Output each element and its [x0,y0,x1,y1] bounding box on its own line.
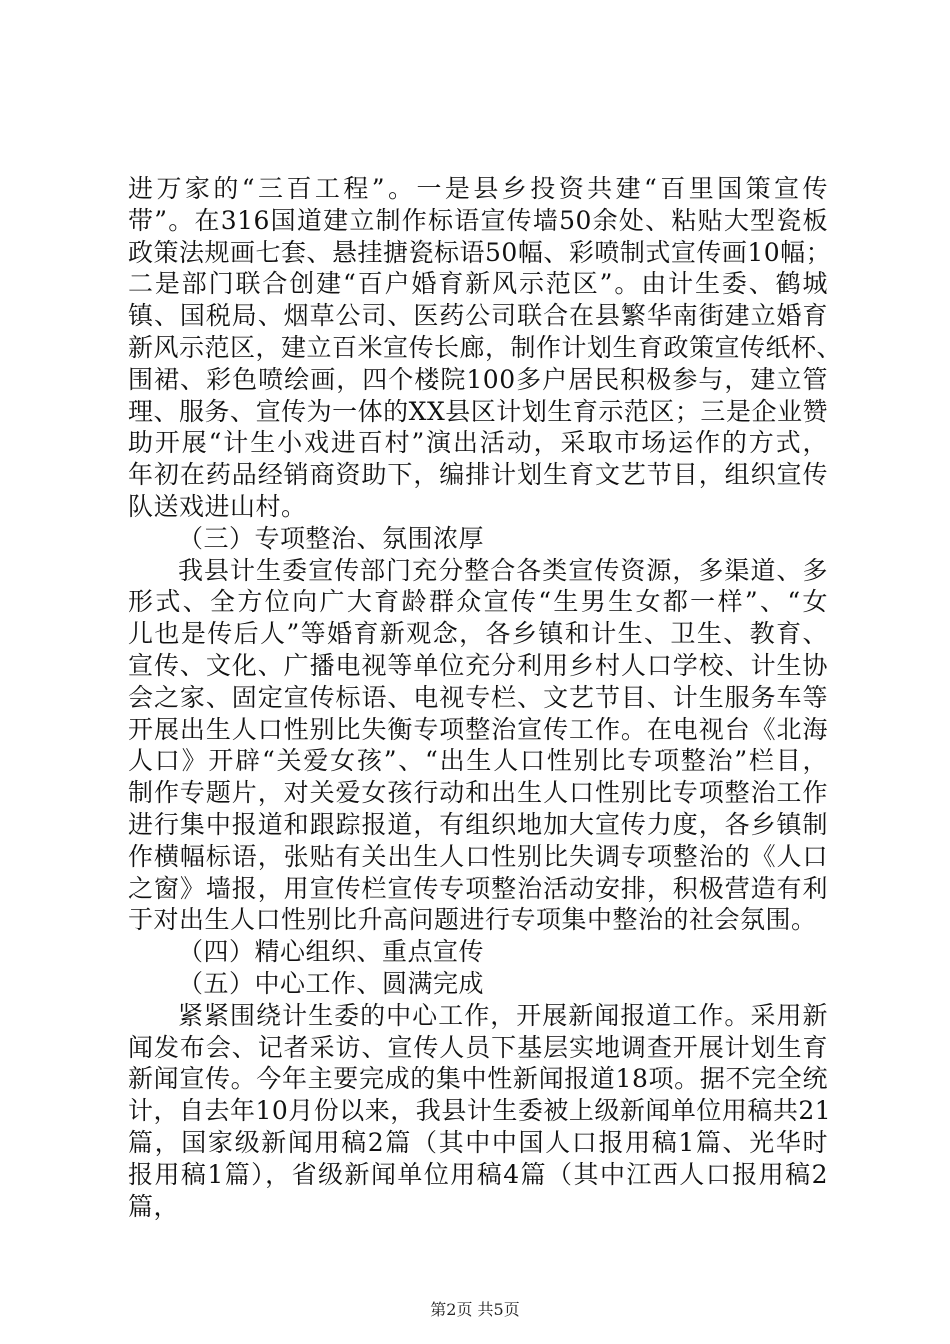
page-number-footer: 第2页 共5页 [430,1300,520,1319]
text-line: 围裙、彩色喷绘画，四个楼院100多户居民积极参与，建立管 [128,364,828,394]
text-line: 制作专题片，对关爱女孩行动和出生人口性别比专项整治工作 [128,778,828,808]
text-line: 儿也是传后人”等婚育新观念，各乡镇和计生、卫生、教育、 [128,619,828,649]
text-line: 计，自去年10月份以来，我县计生委被上级新闻单位用稿共21 [128,1096,832,1126]
text-line: 作横幅标语，张贴有关出生人口性别比失调专项整治的《人口 [128,841,828,871]
text-line: 宣传、文化、广播电视等单位充分利用乡村人口学校、计生协 [128,650,828,680]
text-line: 带”。在316国道建立制作标语宣传墙50余处、粘贴大型瓷板 [128,205,828,235]
text-line: 队送戏进山村。 [128,491,307,521]
text-line: 进万家的“三百工程”。一是县乡投资共建“百里国策宣传 [128,174,828,203]
text-line: 年初在药品经销商资助下，编排计划生育文艺节目，组织宣传 [128,460,828,490]
text-line: 形式、全方位向广大育龄群众宣传“生男生女都一样”、“女 [128,587,828,617]
text-line: 开展出生人口性别比失衡专项整治宣传工作。在电视台《北海 [128,714,828,744]
text-line: 紧紧围绕计生委的中心工作，开展新闻报道工作。采用新 [178,1000,828,1030]
text-line: 镇、国税局、烟草公司、医药公司联合在县繁华南街建立婚育 [128,301,828,331]
text-line: 篇，国家级新闻用稿2篇（其中中国人口报用稿1篇、光华时 [128,1127,828,1157]
text-line: 闻发布会、记者采访、宣传人员下基层实地调查开展计划生育 [128,1032,828,1062]
text-line: 人口》开辟“关爱女孩”、“出生人口性别比专项整治”栏目， [128,746,828,776]
text-line: 会之家、固定宣传标语、电视专栏、文艺节目、计生服务车等 [128,682,828,712]
text-line: 政策法规画七套、悬挂搪瓷标语50幅、彩喷制式宣传画10幅； [128,237,832,267]
text-line: 报用稿1篇），省级新闻单位用稿4篇（其中江西人口报用稿2 [128,1159,828,1189]
text-line: 篇， [128,1191,180,1221]
section-heading: （五）中心工作、圆满完成 [178,968,485,998]
document-body [128,173,843,1222]
text-line: 于对出生人口性别比升高问题进行专项集中整治的社会氛围。 [128,905,817,935]
text-line: 理、服务、宣传为一体的XX县区计划生育示范区；三是企业赞 [128,396,828,426]
text-line: 我县计生委宣传部门充分整合各类宣传资源，多渠道、多 [178,555,828,585]
section-heading: （三）专项整治、氛围浓厚 [178,523,485,553]
text-line: 助开展“计生小戏进百村”演出活动，采取市场运作的方式， [128,428,828,458]
text-line: 新风示范区，建立百米宣传长廊，制作计划生育政策宣传纸杯、 [128,332,843,362]
text-line: 之窗》墙报，用宣传栏宣传专项整治活动安排，积极营造有利 [128,873,828,903]
text-line: 进行集中报道和跟踪报道，有组织地加大宣传力度，各乡镇制 [128,809,828,839]
text-line: 二是部门联合创建“百户婚育新风示范区”。由计生委、鹤城 [128,269,828,299]
section-heading: （四）精心组织、重点宣传 [178,937,485,967]
text-line: 新闻宣传。今年主要完成的集中性新闻报道18项。据不完全统 [128,1064,828,1094]
